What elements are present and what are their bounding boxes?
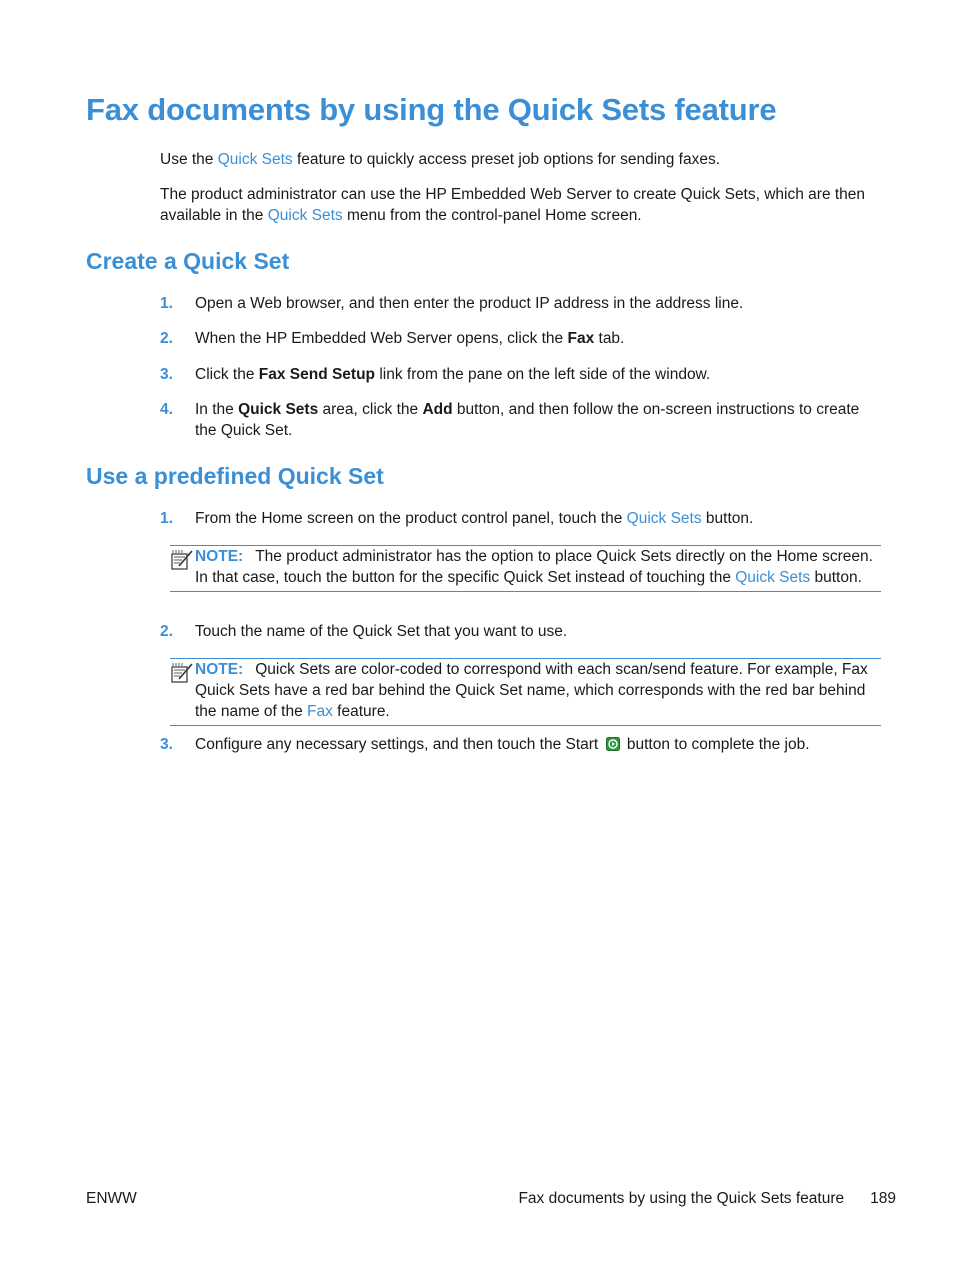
list-item: [160, 328, 885, 349]
note-text: NOTE: Quick Sets are color-coded to correspond with each scan/send feature. For example, Fax Quick Sets have a red bar behind the Quick Set name, which corresponds with the red bar behind the name of the Fax feature.: [195, 661, 868, 720]
quick-sets-link[interactable]: Quick Sets: [735, 569, 811, 586]
list-item: [160, 293, 885, 314]
step-number: 3.: [160, 366, 173, 383]
fax-link[interactable]: Fax: [307, 703, 333, 720]
note-icon: [170, 548, 194, 572]
step-number: 3.: [160, 736, 173, 753]
step-text: Click the Fax Send Setup link from the pane on the left side of the window.: [195, 366, 711, 383]
note-label: NOTE:: [195, 548, 244, 565]
note-label: NOTE:: [195, 661, 244, 678]
list-item: [160, 621, 885, 642]
list-item: [160, 734, 885, 755]
intro-paragraph-2: The product administrator can use the HP Embedded Web Server to create Quick Sets, which are then available in the Quick Sets menu from the control-panel Home screen.: [160, 186, 866, 224]
note-box: [170, 545, 881, 592]
list-item: [160, 508, 885, 529]
quick-sets-link[interactable]: Quick Sets: [267, 207, 343, 224]
list-item: [160, 399, 885, 441]
start-button-icon: [606, 737, 620, 751]
footer-title: Fax documents by using the Quick Sets feature: [518, 1190, 845, 1207]
page-title: Fax documents by using the Quick Sets feature: [86, 92, 777, 127]
step-number: 1.: [160, 295, 173, 312]
step-text: Open a Web browser, and then enter the product IP address in the address line.: [195, 295, 744, 312]
footer-right: [518, 1188, 896, 1209]
footer-left: ENWW: [86, 1190, 137, 1207]
step-text: From the Home screen on the product control panel, touch the Quick Sets button.: [195, 510, 754, 527]
page-number: 189: [870, 1190, 896, 1207]
step-text: Configure any necessary settings, and then touch the Start button to complete the job.: [195, 736, 810, 753]
step-number: 4.: [160, 401, 173, 418]
intro-paragraph-1: Use the Quick Sets feature to quickly access preset job options for sending faxes.: [160, 151, 721, 168]
step-text: Touch the name of the Quick Set that you want to use.: [195, 623, 568, 640]
note-box: [170, 658, 881, 726]
section-heading-predefined: Use a predefined Quick Set: [86, 463, 384, 489]
step-number: 2.: [160, 330, 173, 347]
list-item: [160, 364, 885, 385]
note-text: NOTE: The product administrator has the option to place Quick Sets directly on the Home screen. In that case, touch the button for the specific Quick Set instead of touching the Quick Sets button.: [195, 548, 873, 586]
quick-sets-link[interactable]: Quick Sets: [217, 151, 293, 168]
step-number: 1.: [160, 510, 173, 527]
note-icon: [170, 661, 194, 685]
step-number: 2.: [160, 623, 173, 640]
step-text: When the HP Embedded Web Server opens, click the Fax tab.: [195, 330, 625, 347]
section-heading-create: Create a Quick Set: [86, 248, 290, 274]
quick-sets-link[interactable]: Quick Sets: [626, 510, 702, 527]
step-text: In the Quick Sets area, click the Add button, and then follow the on-screen instructions to create the Quick Set.: [195, 401, 860, 439]
